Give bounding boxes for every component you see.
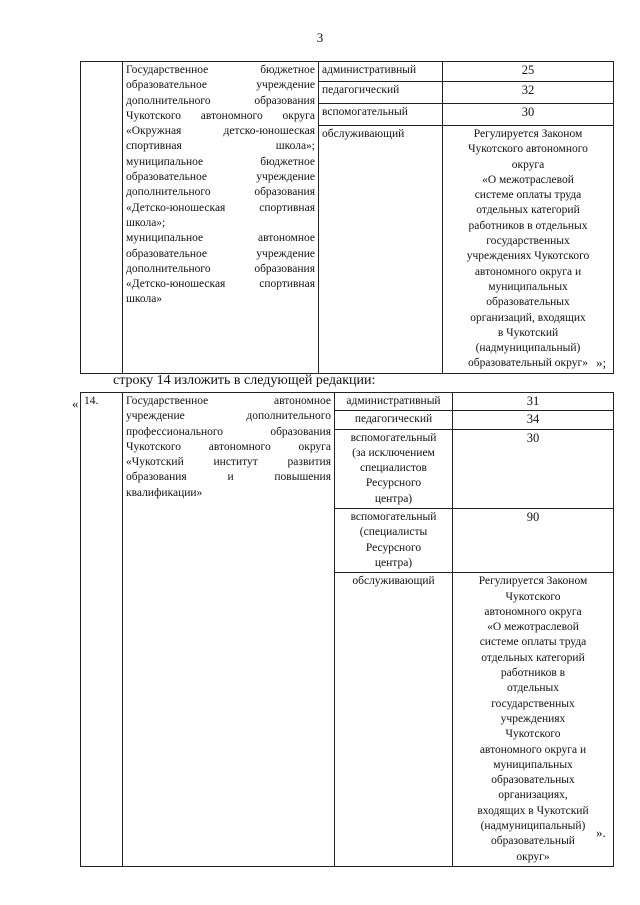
- text-line: (надмуниципальный): [475, 342, 581, 355]
- text-line: системе оплаты труда: [474, 189, 582, 202]
- text-line: Чукотского: [505, 590, 561, 603]
- text-line: (за исключением: [352, 446, 435, 459]
- text-line: (надмуниципальный): [480, 820, 586, 833]
- category-cell: [335, 429, 453, 508]
- category-cell: вспомогательный: [319, 104, 443, 126]
- text-line: «О межотраслевой: [482, 173, 574, 186]
- text-line: государственных: [486, 235, 570, 248]
- staff-table-continued: [80, 61, 614, 374]
- text-line: дополнительного образования: [126, 262, 315, 275]
- text-line: муниципальных: [488, 280, 568, 293]
- text-line: образовательное учреждение: [126, 171, 315, 184]
- number-cell: [81, 62, 123, 374]
- value-cell: 30: [443, 104, 614, 126]
- text-line: вспомогательный: [350, 511, 437, 524]
- text-line: центра): [374, 492, 413, 505]
- value-cell: 90: [453, 509, 614, 573]
- text-line: образовательных: [486, 296, 570, 309]
- page-number: 3: [316, 30, 324, 45]
- text-line: в Чукотский: [497, 326, 559, 339]
- text-line: Регулируется Законом: [473, 128, 583, 140]
- value-cell: 34: [453, 411, 614, 429]
- value-cell: 31: [453, 393, 614, 411]
- text-line: образовательных: [491, 774, 575, 787]
- institution-name: [126, 63, 315, 308]
- text-line: «Окружная детско-юношеская: [126, 125, 315, 138]
- auxiliary-category-1: [338, 431, 449, 507]
- text-line: «О межотраслевой: [487, 621, 579, 634]
- category-cell: педагогический: [319, 82, 443, 104]
- regulation-cell: [453, 573, 614, 867]
- value-cell: 32: [443, 82, 614, 104]
- text-line: учреждениях: [500, 712, 566, 725]
- institution-name: [126, 394, 331, 501]
- value-cell: 30: [453, 429, 614, 508]
- row-number: 14.: [81, 393, 123, 867]
- text-line: автономного округа и: [474, 265, 582, 278]
- text-line: учреждениях Чукотского: [466, 250, 590, 263]
- value-cell: 25: [443, 62, 614, 82]
- text-line: входящих в Чукотский: [477, 804, 589, 817]
- text-line: Чукотского автономного: [468, 143, 588, 156]
- text-line: автономного округа: [484, 605, 582, 618]
- institution-cell: [123, 393, 335, 867]
- text-line: образовательное учреждение: [126, 247, 315, 260]
- amendment-intro: строку 14 изложить в следующей редакции:: [113, 373, 376, 388]
- text-line: Чукотского автономного округа: [126, 109, 315, 122]
- text-line: Ресурсного: [365, 477, 422, 490]
- text-line: (специалисты: [359, 526, 428, 539]
- text-line: дополнительного образования: [126, 186, 315, 199]
- staff-table-row-14: [80, 392, 614, 867]
- text-line: округ»: [516, 850, 550, 863]
- text-line: организациях,: [498, 789, 568, 802]
- institution-cell: [123, 62, 319, 374]
- text-line: Чукотского автономного округа: [126, 440, 331, 453]
- regulation-text: [456, 574, 610, 865]
- category-cell: обслуживающий: [319, 126, 443, 374]
- text-line: образования и повышения: [126, 471, 331, 484]
- text-line: организаций, входящих: [470, 311, 586, 324]
- text-line: работников в отдельных: [468, 219, 588, 232]
- text-line: учреждение дополнительного: [126, 410, 331, 423]
- text-line: системе оплаты труда: [479, 636, 587, 649]
- category-cell: обслуживающий: [335, 573, 453, 867]
- text-line: Чукотского: [505, 728, 561, 741]
- text-line: «Чукотский институт развития: [126, 456, 331, 469]
- text-line: работников в: [500, 667, 566, 680]
- text-line: отдельных категорий: [476, 204, 580, 217]
- text-line: центра): [374, 556, 413, 569]
- text-line: профессионального образования: [126, 425, 331, 438]
- auxiliary-category-2: [338, 510, 449, 571]
- text-line: спортивная школа»;: [126, 140, 315, 153]
- text-line: школа»: [126, 293, 163, 306]
- category-cell: [335, 509, 453, 573]
- text-line: «Детско-юношеская спортивная: [126, 278, 315, 291]
- text-line: «Детско-юношеская спортивная: [126, 201, 315, 214]
- text-line: муниципальных: [493, 758, 573, 771]
- text-line: округа: [511, 158, 545, 171]
- closing-quote: »;: [596, 355, 607, 370]
- text-line: образовательный округ»: [468, 357, 588, 370]
- category-cell: административный: [335, 393, 453, 411]
- text-line: Ресурсного: [365, 541, 422, 554]
- text-line: специалистов: [360, 462, 427, 475]
- text-line: муниципальное бюджетное: [126, 155, 315, 168]
- text-line: образовательный: [491, 835, 575, 848]
- text-line: образовательное учреждение: [126, 79, 315, 92]
- text-line: Государственное автономное: [126, 395, 331, 407]
- text-line: государственных: [491, 697, 575, 710]
- text-line: вспомогательный: [350, 431, 437, 444]
- opening-quote: «: [72, 396, 79, 411]
- text-line: квалификации»: [126, 486, 203, 499]
- text-line: отдельных категорий: [481, 651, 585, 664]
- text-line: школа»;: [126, 216, 166, 229]
- text-line: автономного округа и: [479, 743, 587, 756]
- text-line: муниципальное автономное: [126, 232, 315, 245]
- text-line: дополнительного образования: [126, 94, 315, 107]
- category-cell: административный: [319, 62, 443, 82]
- text-line: Регулируется Законом: [478, 575, 588, 588]
- regulation-cell: [443, 126, 614, 374]
- category-cell: педагогический: [335, 411, 453, 429]
- text-line: Государственное бюджетное: [126, 64, 315, 76]
- regulation-text: [446, 127, 610, 372]
- closing-quote: ».: [596, 825, 606, 840]
- text-line: отдельных: [506, 682, 560, 695]
